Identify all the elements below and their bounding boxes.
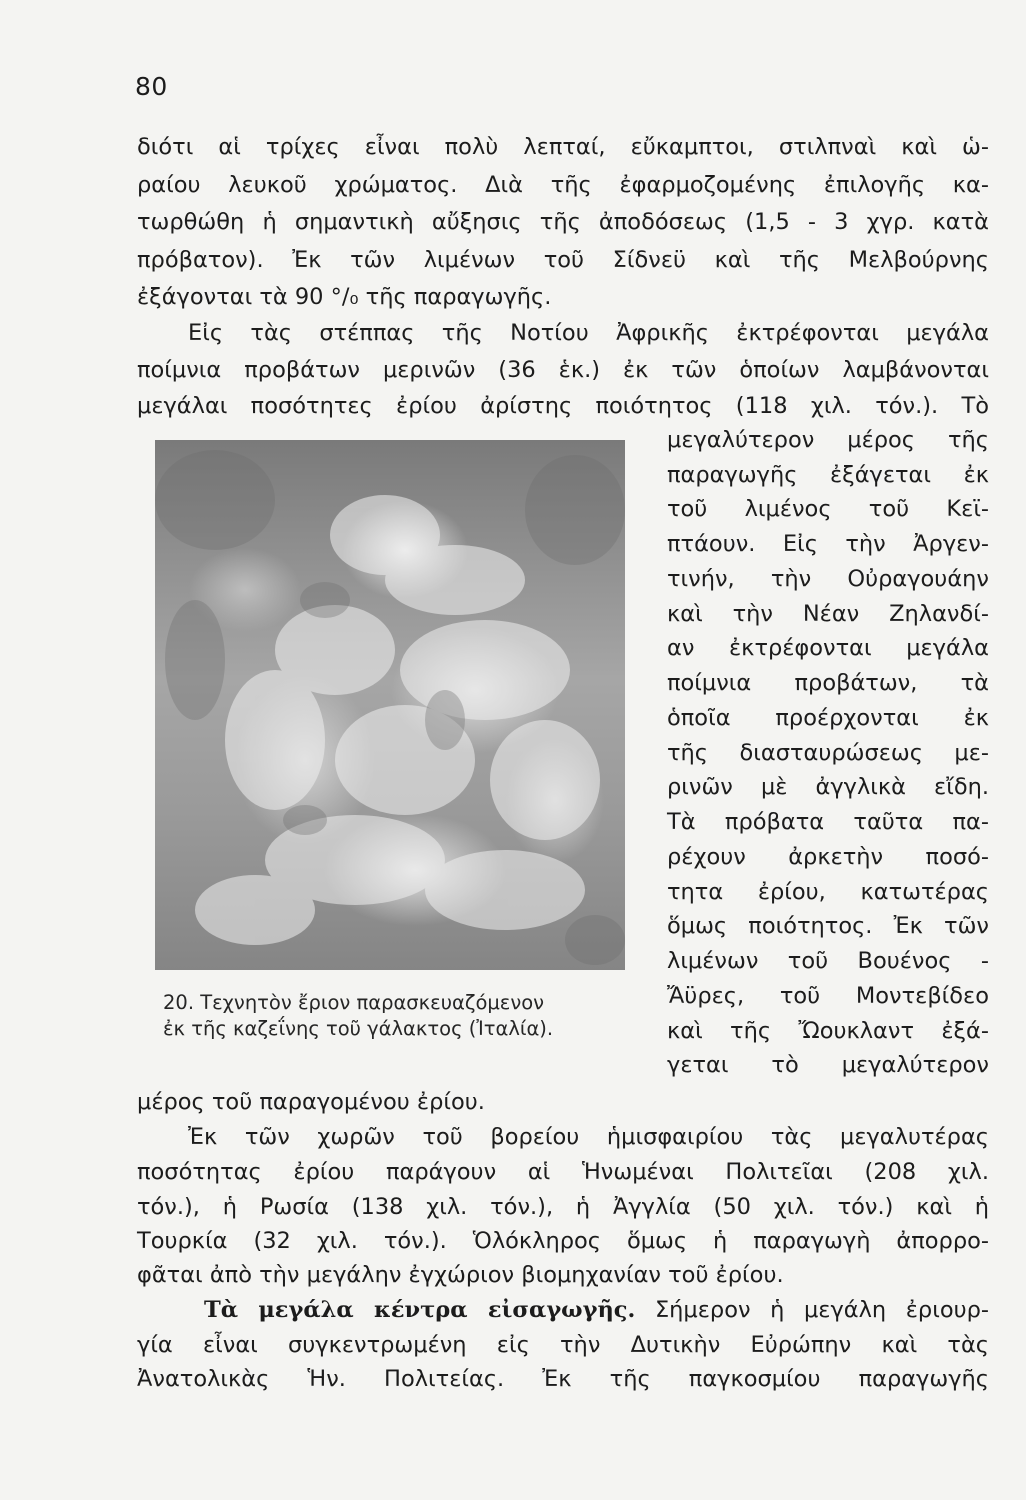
figure-caption-line: 20. Τεχνητὸν ἔριον παρασκευαζόμενον <box>163 991 545 1014</box>
right-column-line: ὁποῖα προέρχονται ἐκ <box>667 705 989 731</box>
right-column-line: καὶ τὴν Νέαν Ζηλανδί- <box>667 601 989 627</box>
text-line: ποσότητας ἐρίου παράγουν αἱ Ἡνωμέναι Πολιτεῖαι (208 χιλ. <box>137 1159 989 1185</box>
right-column-line: καὶ τῆς Ὤουκλαντ ἐξά- <box>667 1018 989 1044</box>
right-column-line: αν ἐκτρέφονται μεγάλα <box>667 635 989 661</box>
wool-texture <box>155 440 625 970</box>
text-line: Εἰς τὰς στέππας τῆς Νοτίου Ἀφρικῆς ἐκτρέφονται μεγάλα <box>188 320 989 346</box>
right-column-line: Τὰ πρόβατα ταῦτα πα- <box>667 809 989 835</box>
text-line: μεγάλαι ποσότητες ἐρίου ἀρίστης ποιότητος (118 χιλ. τόν.). Τὸ <box>137 393 989 419</box>
right-column-line: ρέχουν ἀρκετὴν ποσό- <box>667 844 989 870</box>
wool-photograph <box>155 440 625 970</box>
right-column-line: Ἄϋρες, τοῦ Μοντεβίδεο <box>667 983 989 1009</box>
right-column-line: τῆς διασταυρώσεως με- <box>667 740 989 766</box>
text-line: γία εἶναι συγκεντρωμένη εἰς τὴν Δυτικὴν Εὐρώπην καὶ τὰς <box>137 1332 989 1358</box>
text-line: Ἀνατολικὰς Ἡν. Πολιτείας. Ἐκ τῆς παγκοσμίου παραγωγῆς <box>137 1366 989 1392</box>
right-column-line: μεγαλύτερον μέρος τῆς <box>667 427 989 453</box>
right-column-line: τητα ἐρίου, κατωτέρας <box>667 879 989 905</box>
section-heading-line <box>204 1295 989 1325</box>
right-column-line: ὅμως ποιότητος. Ἐκ τῶν <box>667 913 989 939</box>
right-column-line: τινήν, τὴν Οὐραγουάην <box>667 566 989 592</box>
right-column-line: πτάουν. Εἰς τὴν Ἀργεν- <box>667 531 989 557</box>
text-line: πρόβατον). Ἐκ τῶν λιμένων τοῦ Σίδνεϋ καὶ τῆς Μελβούρνης <box>137 247 989 273</box>
text-line: τόν.), ἡ Ρωσία (138 χιλ. τόν.), ἡ Ἀγγλία (50 χιλ. τόν.) καὶ ἡ <box>137 1194 989 1220</box>
text-line: ἐξάγονται τὰ 90 °/₀ τῆς παραγωγῆς. <box>137 284 552 310</box>
text-line: ποίμνια προβάτων μερινῶν (36 ἑκ.) ἐκ τῶν ὁποίων λαμβάνονται <box>137 357 989 383</box>
text-line: τωρθώθη ἡ σημαντικὴ αὔξησις τῆς ἀποδόσεως (1,5 - 3 χγρ. κατὰ <box>137 209 989 235</box>
right-column-line: λιμένων τοῦ Βουένος - <box>667 948 989 974</box>
text-line: ραίου λευκοῦ χρώματος. Διὰ τῆς ἐφαρμοζομένης ἐπιλογῆς κα- <box>137 172 989 198</box>
right-column-line: ποίμνια προβάτων, τὰ <box>667 670 989 696</box>
text-line: μέρος τοῦ παραγομένου ἐρίου. <box>137 1089 485 1115</box>
section-text: Σήμερον ἡ μεγάλη ἐριουρ- <box>654 1297 990 1323</box>
text-line: Ἐκ τῶν χωρῶν τοῦ βορείου ἡμισφαιρίου τὰς μεγαλυτέρας <box>188 1124 989 1150</box>
text-line: Τουρκία (32 χιλ. τόν.). Ὁλόκληρος ὅμως ἡ παραγωγὴ ἀπορρο- <box>137 1228 989 1254</box>
section-heading: Τὰ μεγάλα κέντρα εἰσαγωγῆς. <box>204 1297 636 1323</box>
page-number: 80 <box>135 72 168 101</box>
text-line: φᾶται ἀπὸ τὴν μεγάλην ἐγχώριον βιομηχανίαν τοῦ ἐρίου. <box>137 1262 784 1288</box>
right-column-line: ρινῶν μὲ ἀγγλικὰ εἴδη. <box>667 774 989 800</box>
right-column-line: γεται τὸ μεγαλύτερον <box>667 1052 989 1078</box>
figure-caption-line: ἐκ τῆς καζεΐνης τοῦ γάλακτος (Ἰταλία). <box>163 1017 554 1040</box>
right-column-line: τοῦ λιμένος τοῦ Κεϊ- <box>667 496 989 522</box>
right-column-line: παραγωγῆς ἐξάγεται ἐκ <box>667 462 989 488</box>
text-line: διότι αἱ τρίχες εἶναι πολὺ λεπταί, εὔκαμπτοι, στιλπναὶ καὶ ὡ- <box>137 134 989 160</box>
